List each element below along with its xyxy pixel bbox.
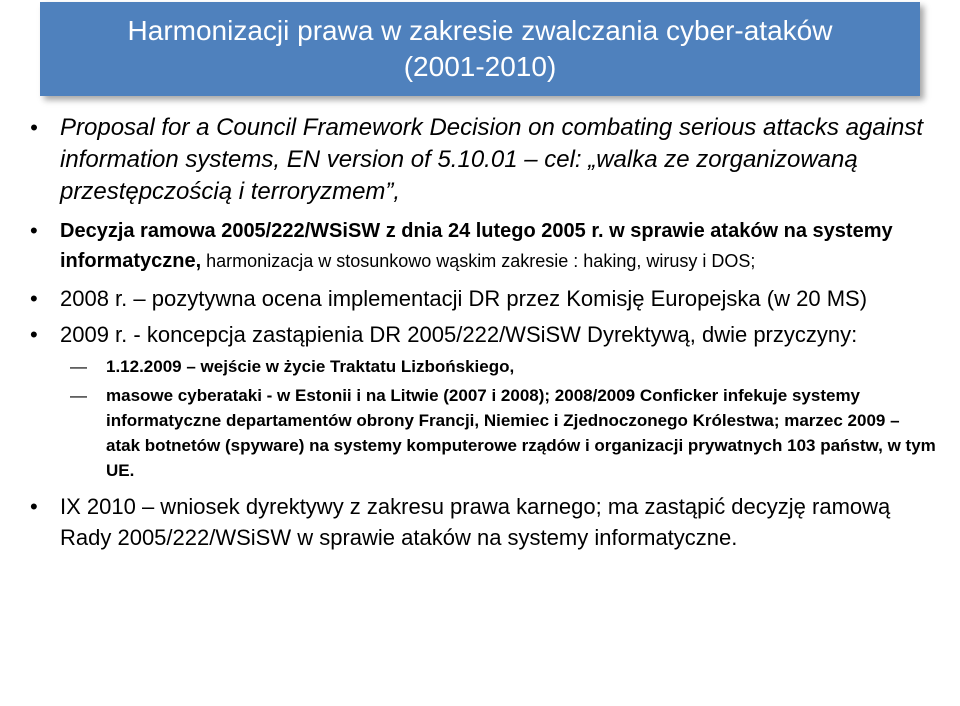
sub-bullet-item (26, 383, 936, 483)
bullet-item (26, 112, 936, 208)
bullet-marker: • (30, 115, 38, 140)
bullet-text: Proposal for a Council Framework Decision on combating serious attacks against information systems, EN version of 5.10.01 – cel: „walka ze zorganizowaną przestępczością i terroryzmem”, (60, 114, 924, 205)
dash-marker: — (70, 357, 87, 376)
bullet-text: 2008 r. – pozytywna ocena implementacji DR przez Komisję Europejska (w 20 MS) (60, 286, 868, 311)
bullet-marker: • (30, 286, 38, 311)
bullet-marker: • (30, 218, 38, 243)
slide-content (26, 112, 936, 553)
slide-title-line1: Harmonizacji prawa w zakresie zwalczania cyber-ataków (127, 15, 833, 46)
bullet-item (26, 491, 936, 553)
bullet-marker: • (30, 494, 38, 519)
bullet-text: 2009 r. - koncepcja zastąpienia DR 2005/222/WSiSW Dyrektywą, dwie przyczyny: (60, 322, 858, 347)
sub-bullet-text: 1.12.2009 – wejście w życie Traktatu Lizbońskiego, (106, 357, 515, 376)
bullet-text-bold: Decyzja ramowa 2005/222/WSiSW z dnia 24 lutego 2005 r. w sprawie ataków na systemy informatyczne, (60, 220, 893, 272)
bullet-marker: • (30, 322, 38, 347)
bullet-item (26, 216, 936, 276)
bullet-item (26, 284, 936, 314)
bullet-text: IX 2010 – wniosek dyrektywy z zakresu prawa karnego; ma zastąpić decyzję ramową Rady 2005/222/WSiSW w sprawie ataków na systemy informatyczne. (60, 494, 891, 550)
bullet-item (26, 320, 936, 350)
sub-bullet-item (26, 354, 936, 379)
dash-marker: — (70, 386, 87, 405)
slide-title-banner (40, 2, 920, 96)
slide-title-line2: (2001-2010) (403, 51, 557, 82)
bullet-text: harmonizacja w stosunkowo wąskim zakresie : haking, wirusy i DOS; (201, 251, 756, 271)
sub-bullet-text: masowe cyberataki - w Estonii i na Litwie (2007 i 2008); 2008/2009 Conficker infekuje systemy informatyczne departamentów obrony Francji, Niemiec i Zjednoczonego Królestwa; marzec 2009 – atak botnetów (spyware) na systemy komputerowe rządów i organizacji prywatnych 103 państw, w tym UE. (106, 386, 936, 480)
